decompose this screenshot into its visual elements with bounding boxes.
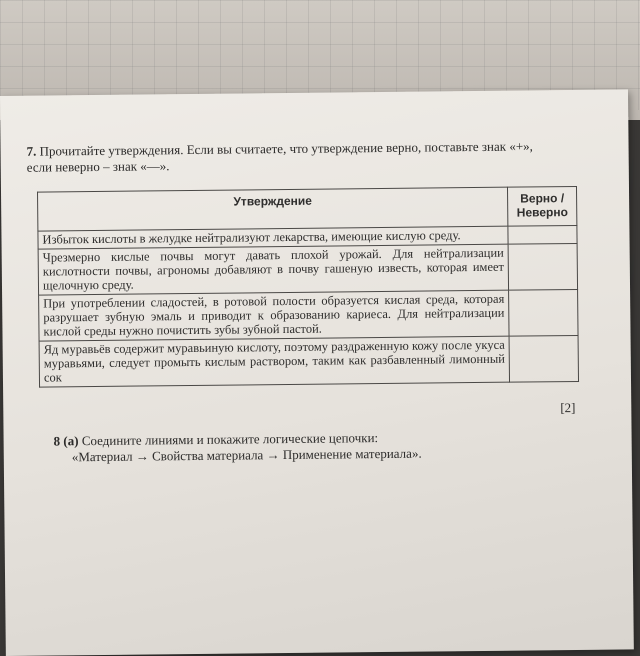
- answer-cell[interactable]: [509, 335, 578, 382]
- statement-cell: Чрезмерно кислые почвы могут давать плохой урожай. Для нейтрализации кислотности почвы, агрономы добавляют в почву гашеную известь, которая имеет щелочную среду.: [38, 244, 509, 295]
- statement-cell: Яд муравьёв содержит муравьиную кислоту, поэтому раздраженную кожу после укуса муравьями, следует промыть кислым раствором, таким как разбавленный лимонный сок: [39, 336, 510, 387]
- question-7-number: 7.: [26, 143, 37, 159]
- answer-cell[interactable]: [509, 289, 578, 336]
- statements-table: [37, 186, 579, 388]
- answer-cell[interactable]: [508, 225, 577, 244]
- table-row: [39, 335, 578, 387]
- question-7: [27, 138, 597, 176]
- question-8-number: 8 (а): [53, 433, 79, 449]
- question-7-instruction-line2: если неверно – знак «—».: [26, 158, 170, 175]
- question-8a: [54, 428, 574, 465]
- header-answer: Верно / Неверно: [508, 186, 577, 226]
- score-marker: [2]: [560, 399, 576, 416]
- question-8-instruction-line1: Соедините линиями и покажите логические цепочки:: [81, 430, 379, 449]
- header-statement: Утверждение: [38, 187, 509, 231]
- question-8-instruction-line2: «Материал → Свойства материала → Применение материала».: [71, 445, 422, 465]
- statement-cell: Избыток кислоты в желудке нейтрализуют лекарства, имеющие кислую среду.: [38, 226, 508, 249]
- question-7-instruction-line1: Прочитайте утверждения. Если вы считаете, что утверждение верно, поставьте знак «+»,: [39, 138, 533, 159]
- answer-cell[interactable]: [508, 243, 577, 290]
- table-row: [38, 243, 577, 295]
- statement-cell: При употреблении сладостей, в ротовой полости образуется кислая среда, которая разрушает зубную эмаль и приводит к образованию кариеса. Для нейтрализации кислой среды нужно почистить зубы зубной пастой.: [39, 290, 510, 341]
- table-row: [39, 289, 578, 341]
- worksheet-page: [0, 89, 634, 656]
- table-header-row: [38, 186, 577, 231]
